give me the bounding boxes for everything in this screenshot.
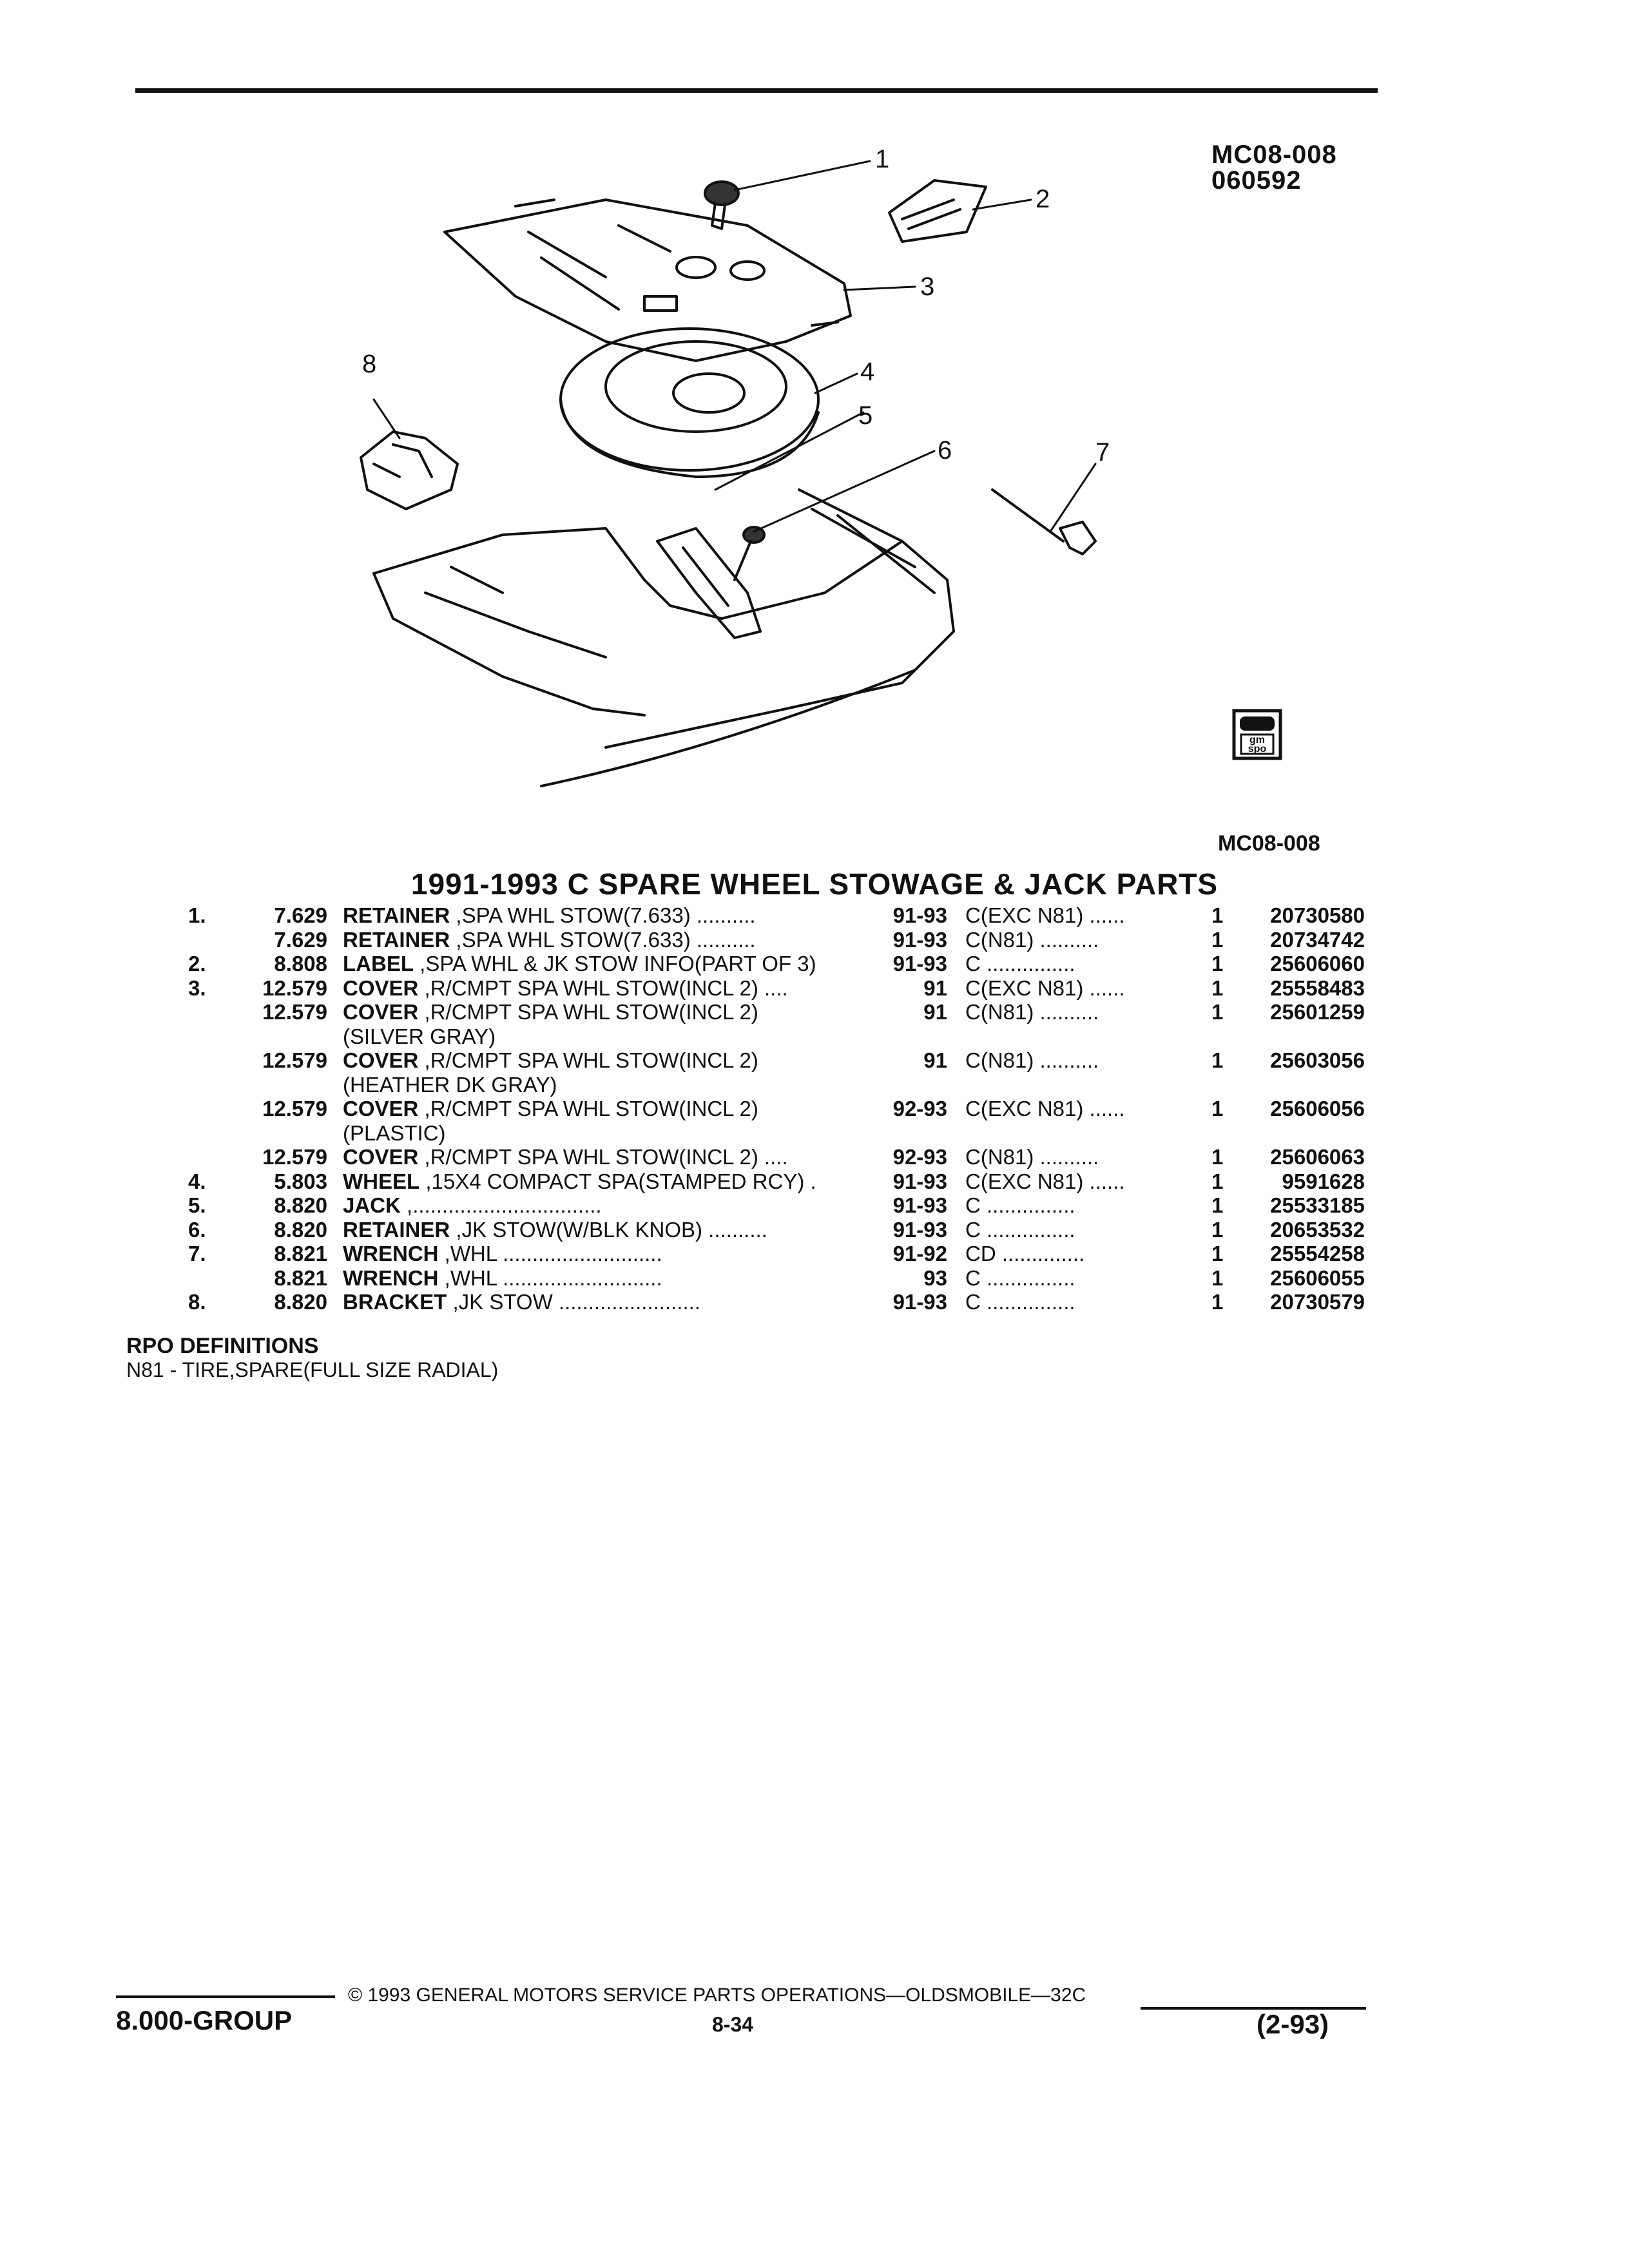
part-description: [343, 903, 756, 928]
table-row: [0, 1193, 1629, 1218]
part-description: [343, 1145, 788, 1169]
part-description-text: ,R/CMPT SPA WHL STOW(INCL 2): [418, 1000, 758, 1024]
part-number: 25606055: [1270, 1265, 1365, 1290]
item-number: 8.: [188, 1290, 206, 1314]
illustration-code-below: MC08-008: [1218, 831, 1320, 856]
item-number: 6.: [188, 1217, 206, 1242]
footer-copyright: © 1993 GENERAL MOTORS SERVICE PARTS OPERATIONS—OLDSMOBILE—32C: [348, 1984, 1086, 2006]
part-name: JACK: [343, 1193, 401, 1217]
series-code: C ...............: [965, 1290, 1075, 1314]
figure-number: 12.579: [262, 1145, 327, 1169]
figure-number: 8.821: [274, 1242, 327, 1265]
model-years: 92-93: [892, 1145, 947, 1169]
series-code: C ...............: [965, 1265, 1075, 1290]
quantity: 1: [1211, 1145, 1224, 1169]
callout-6: 6: [938, 436, 952, 465]
cover-drawing: [445, 200, 851, 361]
illustration-date: 060592: [1211, 166, 1302, 195]
table-row: [0, 952, 1629, 976]
part-name: RETAINER: [343, 1217, 450, 1242]
callout-7: 7: [1095, 438, 1110, 466]
table-row: [0, 928, 1629, 952]
part-description: [343, 1218, 767, 1242]
figure-number: 8.808: [274, 952, 327, 975]
table-row: [0, 1242, 1629, 1266]
part-number: 25606063: [1270, 1145, 1365, 1169]
table-row: [0, 1169, 1629, 1194]
part-description-text: ,JK STOW(W/BLK KNOB) ..........: [450, 1217, 767, 1242]
figure-number: 8.820: [274, 1217, 327, 1242]
figure-number: 7.629: [274, 927, 327, 952]
figure-number: 12.579: [262, 1048, 327, 1072]
part-name: WRENCH: [343, 1265, 439, 1290]
table-row: [0, 1145, 1629, 1169]
part-description: [343, 1121, 446, 1146]
part-description: [343, 1097, 758, 1121]
part-description: [343, 1193, 602, 1218]
quantity: 1: [1211, 1193, 1224, 1217]
parts-list: [0, 903, 1629, 1314]
part-description: [343, 1000, 758, 1024]
figure-number: 8.820: [274, 1290, 327, 1314]
model-years: 91-93: [892, 952, 947, 975]
exploded-parts-diagram: [335, 129, 1173, 805]
part-description-text: ,R/CMPT SPA WHL STOW(INCL 2) ....: [418, 1145, 788, 1169]
part-description-text: ,R/CMPT SPA WHL STOW(INCL 2) ....: [418, 975, 788, 1000]
part-number: 25603056: [1270, 1048, 1365, 1072]
part-description-text: ,R/CMPT SPA WHL STOW(INCL 2): [418, 1048, 758, 1072]
quantity: 1: [1211, 952, 1224, 975]
wheel-drawing: [561, 329, 818, 477]
part-description-text: ,SPA WHL & JK STOW INFO(PART OF 3): [414, 952, 816, 975]
part-description: [343, 1169, 816, 1194]
callout-5: 5: [858, 401, 873, 430]
model-years: 91-93: [892, 1193, 947, 1217]
part-name: COVER: [343, 1097, 419, 1120]
figure-number: 7.629: [274, 903, 327, 927]
quantity: 1: [1211, 1048, 1224, 1072]
series-code: CD ..............: [965, 1242, 1085, 1265]
table-row: [0, 1024, 1629, 1049]
figure-number: 5.803: [274, 1169, 327, 1193]
quantity: 1: [1211, 1169, 1224, 1193]
part-description-text: ,................................: [400, 1193, 602, 1217]
part-description-text: ,WHL ...........................: [438, 1242, 662, 1265]
figure-number: 12.579: [262, 1000, 327, 1024]
model-years: 93: [923, 1265, 947, 1290]
series-code: C(EXC N81) ......: [965, 975, 1125, 1000]
table-row: [0, 1073, 1629, 1097]
series-code: C ...............: [965, 952, 1075, 975]
logo-text: gm spo: [1248, 735, 1267, 754]
part-number: 9591628: [1282, 1169, 1365, 1193]
table-row: [0, 1097, 1629, 1121]
series-code: C ...............: [965, 1217, 1075, 1242]
part-number: 25558483: [1270, 975, 1365, 1000]
part-number: 25606056: [1270, 1097, 1365, 1120]
part-name: WHEEL: [343, 1169, 420, 1193]
footer-rule-left: [116, 1995, 335, 1998]
rpo-definition: N81 - TIRE,SPARE(FULL SIZE RADIAL): [126, 1358, 499, 1381]
part-description: [343, 1024, 496, 1049]
part-description-text: (HEATHER DK GRAY): [343, 1072, 557, 1097]
part-name: COVER: [343, 975, 419, 1000]
part-description-text: ,SPA WHL STOW(7.633) ..........: [450, 903, 756, 927]
item-number: 5.: [188, 1193, 206, 1217]
part-description-text: (SILVER GRAY): [343, 1024, 496, 1048]
table-row: [0, 903, 1629, 928]
callout-3: 3: [920, 273, 935, 301]
quantity: 1: [1211, 1265, 1224, 1290]
part-description-text: ,SPA WHL STOW(7.633) ..........: [450, 927, 756, 952]
figure-number: 12.579: [262, 1097, 327, 1120]
part-number: 25606060: [1270, 952, 1365, 975]
series-code: C(EXC N81) ......: [965, 1097, 1125, 1120]
item-number: 7.: [188, 1242, 206, 1265]
page-title: 1991-1993 C SPARE WHEEL STOWAGE & JACK PARTS: [410, 867, 1219, 901]
part-description-text: ,15X4 COMPACT SPA(STAMPED RCY) .: [419, 1169, 816, 1193]
quantity: 1: [1211, 1217, 1224, 1242]
bracket-drawing: [361, 432, 458, 509]
part-name: COVER: [343, 1000, 419, 1024]
figure-number: 8.820: [274, 1193, 327, 1217]
series-code: C(EXC N81) ......: [965, 903, 1125, 927]
table-row: [0, 1121, 1629, 1146]
part-name: COVER: [343, 1145, 419, 1169]
illustration-code: MC08-008: [1211, 140, 1337, 169]
figure-number: 12.579: [262, 975, 327, 1000]
model-years: 91-93: [892, 1217, 947, 1242]
part-name: BRACKET: [343, 1290, 447, 1314]
quantity: 1: [1211, 1097, 1224, 1120]
part-number: 20730579: [1270, 1290, 1365, 1314]
part-description: [343, 952, 816, 976]
part-name: RETAINER: [343, 927, 450, 952]
part-description: [343, 1290, 700, 1314]
item-number: 3.: [188, 975, 206, 1000]
callout-1: 1: [875, 145, 890, 173]
part-number: 25554258: [1270, 1242, 1365, 1265]
rpo-definitions-title: RPO DEFINITIONS: [126, 1334, 319, 1358]
model-years: 91-92: [892, 1242, 947, 1265]
series-code: C(N81) ..........: [965, 1000, 1099, 1024]
part-number: 20734742: [1270, 927, 1365, 952]
footer-page-number: 8-34: [712, 2013, 754, 2036]
model-years: 91: [923, 1048, 947, 1072]
footer-group: 8.000-GROUP: [116, 2005, 293, 2035]
table-row: [0, 1266, 1629, 1291]
model-years: 91: [923, 1000, 947, 1024]
table-row: [0, 1218, 1629, 1242]
part-description: [343, 1073, 557, 1097]
part-number: 20653532: [1270, 1217, 1365, 1242]
part-number: 20730580: [1270, 903, 1365, 927]
series-code: C ...............: [965, 1193, 1075, 1217]
wrench-drawing: [992, 490, 1095, 554]
part-name: WRENCH: [343, 1242, 439, 1265]
series-code: C(EXC N81) ......: [965, 1169, 1125, 1193]
part-description-text: ,R/CMPT SPA WHL STOW(INCL 2): [418, 1097, 758, 1120]
item-number: 1.: [188, 903, 206, 927]
quantity: 1: [1211, 1000, 1224, 1024]
footer-rule-right: [1141, 2007, 1366, 2010]
figure-number: 8.821: [274, 1265, 327, 1290]
quantity: 1: [1211, 1242, 1224, 1265]
model-years: 91-93: [892, 1290, 947, 1314]
quantity: 1: [1211, 903, 1224, 927]
series-code: C(N81) ..........: [965, 1145, 1099, 1169]
part-description: [343, 928, 756, 952]
model-years: 91-93: [892, 903, 947, 927]
table-row: [0, 976, 1629, 1001]
model-years: 91-93: [892, 927, 947, 952]
part-description-text: ,JK STOW ........................: [447, 1290, 700, 1314]
model-years: 92-93: [892, 1097, 947, 1120]
label-drawing: [889, 180, 986, 242]
part-name: COVER: [343, 1048, 419, 1072]
quantity: 1: [1211, 1290, 1224, 1314]
model-years: 91: [923, 975, 947, 1000]
part-name: LABEL: [343, 952, 414, 975]
model-years: 91-93: [892, 1169, 947, 1193]
callout-4: 4: [860, 358, 875, 386]
table-row: [0, 1290, 1629, 1314]
part-description-text: (PLASTIC): [343, 1120, 446, 1145]
part-description: [343, 1266, 662, 1291]
table-row: [0, 1000, 1629, 1024]
car-trunk-drawing: [374, 490, 954, 786]
part-number: 25533185: [1270, 1193, 1365, 1217]
part-name: RETAINER: [343, 903, 450, 927]
part-description: [343, 976, 788, 1001]
footer-date: (2-93): [1257, 2009, 1329, 2039]
part-description: [343, 1242, 662, 1266]
table-row: [0, 1048, 1629, 1073]
series-code: C(N81) ..........: [965, 1048, 1099, 1072]
part-description: [343, 1048, 758, 1073]
series-code: C(N81) ..........: [965, 927, 1099, 952]
quantity: 1: [1211, 975, 1224, 1000]
quantity: 1: [1211, 927, 1224, 952]
illustration-code-block: [1211, 142, 1337, 193]
jack-retainer-drawing: [735, 527, 764, 580]
item-number: 4.: [188, 1169, 206, 1193]
callout-8: 8: [362, 350, 377, 378]
part-description-text: ,WHL ...........................: [438, 1265, 662, 1290]
top-rule: [135, 88, 1378, 93]
item-number: 2.: [188, 952, 206, 975]
jack-drawing: [657, 528, 760, 638]
part-number: 25601259: [1270, 1000, 1365, 1024]
callout-2: 2: [1036, 185, 1050, 213]
